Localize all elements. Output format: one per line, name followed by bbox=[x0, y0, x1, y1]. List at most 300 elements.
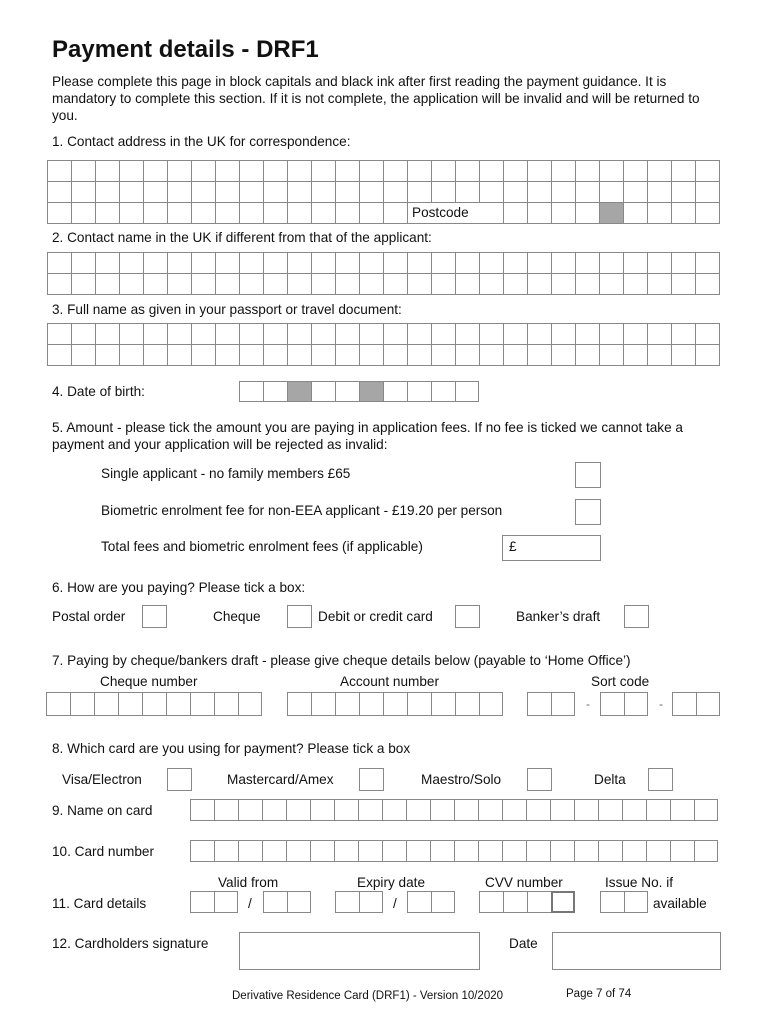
digit-box[interactable] bbox=[287, 692, 311, 716]
digit-box[interactable] bbox=[479, 692, 503, 716]
digit-box[interactable] bbox=[190, 840, 214, 862]
digit-box[interactable] bbox=[646, 840, 670, 862]
letter-box[interactable] bbox=[552, 345, 576, 366]
digit-box[interactable] bbox=[214, 799, 238, 821]
digit-box[interactable] bbox=[214, 840, 238, 862]
letter-box[interactable] bbox=[384, 161, 408, 182]
letter-box[interactable] bbox=[504, 203, 528, 224]
digit-box[interactable] bbox=[310, 840, 334, 862]
digit-box[interactable] bbox=[238, 840, 262, 862]
letter-box[interactable] bbox=[624, 182, 648, 203]
letter-box[interactable] bbox=[336, 161, 360, 182]
letter-box[interactable] bbox=[240, 161, 264, 182]
letter-box[interactable] bbox=[144, 324, 168, 345]
valid-from-month[interactable] bbox=[190, 891, 238, 913]
letter-box[interactable] bbox=[264, 253, 288, 274]
digit-box[interactable] bbox=[431, 891, 455, 913]
letter-box[interactable] bbox=[672, 274, 696, 295]
digit-box[interactable] bbox=[262, 840, 286, 862]
letter-box[interactable] bbox=[96, 345, 120, 366]
letter-box[interactable] bbox=[288, 324, 312, 345]
letter-box[interactable] bbox=[144, 182, 168, 203]
letter-box[interactable] bbox=[624, 345, 648, 366]
letter-box[interactable] bbox=[72, 274, 96, 295]
account-number-boxes[interactable] bbox=[287, 692, 503, 716]
letter-box[interactable] bbox=[120, 203, 144, 224]
letter-box[interactable] bbox=[696, 182, 720, 203]
letter-box[interactable] bbox=[384, 274, 408, 295]
letter-box[interactable] bbox=[240, 253, 264, 274]
digit-box[interactable] bbox=[574, 799, 598, 821]
name-on-card-boxes[interactable] bbox=[190, 799, 718, 821]
letter-box[interactable] bbox=[432, 253, 456, 274]
digit-box[interactable] bbox=[190, 799, 214, 821]
letter-box[interactable] bbox=[96, 161, 120, 182]
letter-box[interactable] bbox=[552, 203, 576, 224]
digit-box[interactable] bbox=[406, 840, 430, 862]
letter-box[interactable] bbox=[384, 345, 408, 366]
letter-box[interactable] bbox=[696, 274, 720, 295]
letter-box[interactable] bbox=[312, 324, 336, 345]
digit-box[interactable] bbox=[550, 799, 574, 821]
letter-box[interactable] bbox=[168, 182, 192, 203]
letter-box[interactable] bbox=[240, 345, 264, 366]
expiry-month[interactable] bbox=[335, 891, 383, 913]
letter-box[interactable] bbox=[384, 324, 408, 345]
letter-box[interactable] bbox=[576, 324, 600, 345]
letter-box[interactable] bbox=[456, 253, 480, 274]
letter-box[interactable] bbox=[648, 203, 672, 224]
letter-box[interactable] bbox=[96, 182, 120, 203]
letter-box[interactable] bbox=[432, 324, 456, 345]
letter-box[interactable] bbox=[360, 253, 384, 274]
letter-box[interactable] bbox=[144, 345, 168, 366]
visa-checkbox[interactable] bbox=[167, 768, 192, 791]
letter-box[interactable] bbox=[432, 274, 456, 295]
letter-box[interactable] bbox=[576, 253, 600, 274]
digit-box[interactable] bbox=[574, 840, 598, 862]
letter-box[interactable] bbox=[408, 274, 432, 295]
letter-box[interactable] bbox=[288, 274, 312, 295]
digit-box[interactable] bbox=[334, 799, 358, 821]
letter-box[interactable] bbox=[624, 203, 648, 224]
digit-box[interactable] bbox=[94, 692, 118, 716]
letter-box[interactable] bbox=[96, 324, 120, 345]
digit-box[interactable] bbox=[70, 692, 94, 716]
letter-box[interactable] bbox=[408, 161, 432, 182]
letter-box[interactable] bbox=[504, 253, 528, 274]
letter-box[interactable] bbox=[528, 324, 552, 345]
address-grid[interactable] bbox=[47, 160, 720, 224]
letter-box[interactable] bbox=[312, 182, 336, 203]
letter-box[interactable] bbox=[336, 182, 360, 203]
letter-box[interactable] bbox=[480, 274, 504, 295]
letter-box[interactable] bbox=[336, 253, 360, 274]
digit-box[interactable] bbox=[46, 692, 70, 716]
digit-box[interactable] bbox=[551, 891, 575, 913]
letter-box[interactable] bbox=[48, 203, 72, 224]
digit-box[interactable] bbox=[600, 891, 624, 913]
letter-box[interactable] bbox=[216, 182, 240, 203]
letter-box[interactable] bbox=[96, 253, 120, 274]
letter-box[interactable] bbox=[192, 324, 216, 345]
digit-box[interactable] bbox=[214, 692, 238, 716]
letter-box[interactable] bbox=[384, 253, 408, 274]
letter-box[interactable] bbox=[360, 345, 384, 366]
letter-box[interactable] bbox=[672, 182, 696, 203]
digit-box[interactable] bbox=[670, 840, 694, 862]
letter-box[interactable] bbox=[456, 161, 480, 182]
letter-box[interactable] bbox=[480, 324, 504, 345]
letter-box[interactable] bbox=[696, 253, 720, 274]
letter-box[interactable] bbox=[624, 161, 648, 182]
digit-box[interactable] bbox=[622, 799, 646, 821]
letter-box[interactable] bbox=[72, 182, 96, 203]
letter-box[interactable] bbox=[120, 324, 144, 345]
letter-box[interactable] bbox=[144, 274, 168, 295]
letter-box[interactable] bbox=[648, 345, 672, 366]
letter-box[interactable] bbox=[144, 253, 168, 274]
letter-box[interactable] bbox=[312, 274, 336, 295]
letter-box[interactable] bbox=[48, 274, 72, 295]
digit-box[interactable] bbox=[382, 799, 406, 821]
digit-box[interactable] bbox=[455, 692, 479, 716]
letter-box[interactable] bbox=[168, 345, 192, 366]
letter-box[interactable] bbox=[696, 324, 720, 345]
letter-box[interactable] bbox=[240, 324, 264, 345]
letter-box[interactable] bbox=[336, 203, 360, 224]
letter-box[interactable] bbox=[480, 182, 504, 203]
letter-box[interactable] bbox=[312, 345, 336, 366]
letter-box[interactable] bbox=[384, 203, 408, 224]
digit-box[interactable] bbox=[431, 692, 455, 716]
letter-box[interactable] bbox=[264, 324, 288, 345]
letter-box[interactable] bbox=[192, 274, 216, 295]
letter-box[interactable] bbox=[336, 274, 360, 295]
letter-box[interactable] bbox=[144, 161, 168, 182]
letter-box[interactable] bbox=[408, 324, 432, 345]
digit-box[interactable] bbox=[694, 840, 718, 862]
letter-box[interactable] bbox=[408, 182, 432, 203]
digit-box[interactable] bbox=[454, 840, 478, 862]
letter-box[interactable] bbox=[312, 203, 336, 224]
letter-box[interactable] bbox=[456, 274, 480, 295]
letter-box[interactable] bbox=[240, 203, 264, 224]
postal-order-checkbox[interactable] bbox=[142, 605, 167, 628]
letter-box[interactable] bbox=[168, 253, 192, 274]
letter-box[interactable] bbox=[552, 324, 576, 345]
letter-box[interactable] bbox=[336, 324, 360, 345]
expiry-year[interactable] bbox=[407, 891, 455, 913]
digit-box[interactable] bbox=[550, 840, 574, 862]
letter-box[interactable] bbox=[696, 345, 720, 366]
letter-box[interactable] bbox=[48, 161, 72, 182]
digit-box[interactable] bbox=[527, 891, 551, 913]
digit-box[interactable] bbox=[551, 692, 575, 716]
sort-code-part1[interactable] bbox=[527, 692, 575, 716]
digit-box[interactable] bbox=[479, 891, 503, 913]
letter-box[interactable] bbox=[624, 253, 648, 274]
letter-box[interactable] bbox=[696, 161, 720, 182]
total-fees-input[interactable] bbox=[502, 535, 601, 561]
digit-box[interactable] bbox=[478, 840, 502, 862]
letter-box[interactable] bbox=[48, 324, 72, 345]
digit-box[interactable] bbox=[670, 799, 694, 821]
digit-box[interactable] bbox=[478, 799, 502, 821]
digit-box[interactable] bbox=[334, 840, 358, 862]
letter-box[interactable] bbox=[504, 324, 528, 345]
letter-box[interactable] bbox=[648, 182, 672, 203]
valid-from-year[interactable] bbox=[263, 891, 311, 913]
letter-box[interactable] bbox=[288, 345, 312, 366]
letter-box[interactable] bbox=[456, 324, 480, 345]
letter-box[interactable] bbox=[624, 274, 648, 295]
digit-box[interactable] bbox=[407, 692, 431, 716]
digit-box[interactable] bbox=[696, 692, 720, 716]
letter-box[interactable] bbox=[672, 253, 696, 274]
letter-box[interactable] bbox=[192, 203, 216, 224]
letter-box[interactable] bbox=[144, 203, 168, 224]
letter-box[interactable] bbox=[552, 161, 576, 182]
digit-box[interactable] bbox=[526, 799, 550, 821]
letter-box[interactable] bbox=[120, 161, 144, 182]
letter-box[interactable] bbox=[528, 274, 552, 295]
digit-box[interactable] bbox=[262, 799, 286, 821]
letter-box[interactable] bbox=[168, 274, 192, 295]
digit-box[interactable] bbox=[407, 891, 431, 913]
letter-box[interactable] bbox=[216, 324, 240, 345]
letter-box[interactable] bbox=[648, 274, 672, 295]
letter-box[interactable] bbox=[360, 274, 384, 295]
letter-box[interactable] bbox=[192, 161, 216, 182]
digit-box[interactable] bbox=[502, 840, 526, 862]
letter-box[interactable] bbox=[168, 324, 192, 345]
digit-box[interactable] bbox=[598, 840, 622, 862]
digit-box[interactable] bbox=[214, 891, 238, 913]
letter-box[interactable] bbox=[120, 345, 144, 366]
letter-box[interactable] bbox=[72, 161, 96, 182]
digit-box[interactable] bbox=[190, 692, 214, 716]
digit-box[interactable] bbox=[383, 692, 407, 716]
single-applicant-checkbox[interactable] bbox=[575, 462, 601, 488]
digit-box[interactable] bbox=[335, 891, 359, 913]
letter-box[interactable] bbox=[216, 345, 240, 366]
letter-box[interactable] bbox=[288, 161, 312, 182]
letter-box[interactable] bbox=[552, 182, 576, 203]
letter-box[interactable] bbox=[528, 182, 552, 203]
mastercard-checkbox[interactable] bbox=[359, 768, 384, 791]
digit-box[interactable] bbox=[526, 840, 550, 862]
digit-box[interactable] bbox=[142, 692, 166, 716]
letter-box[interactable] bbox=[600, 345, 624, 366]
letter-box[interactable] bbox=[648, 253, 672, 274]
digit-box[interactable] bbox=[527, 692, 551, 716]
cheque-checkbox[interactable] bbox=[287, 605, 312, 628]
letter-box[interactable] bbox=[672, 161, 696, 182]
letter-box[interactable] bbox=[432, 161, 456, 182]
letter-box[interactable] bbox=[552, 253, 576, 274]
letter-box[interactable] bbox=[648, 324, 672, 345]
bankers-draft-checkbox[interactable] bbox=[624, 605, 649, 628]
letter-box[interactable] bbox=[312, 253, 336, 274]
letter-box[interactable] bbox=[120, 253, 144, 274]
letter-box[interactable] bbox=[264, 274, 288, 295]
letter-box[interactable] bbox=[504, 274, 528, 295]
letter-box[interactable] bbox=[648, 161, 672, 182]
letter-box[interactable] bbox=[360, 182, 384, 203]
digit-box[interactable] bbox=[694, 799, 718, 821]
letter-box[interactable] bbox=[168, 203, 192, 224]
letter-box[interactable] bbox=[96, 203, 120, 224]
letter-box[interactable] bbox=[240, 274, 264, 295]
letter-box[interactable] bbox=[576, 182, 600, 203]
letter-box[interactable] bbox=[480, 161, 504, 182]
digit-box[interactable] bbox=[430, 840, 454, 862]
letter-box[interactable] bbox=[672, 324, 696, 345]
letter-box[interactable] bbox=[600, 324, 624, 345]
digit-box[interactable] bbox=[359, 891, 383, 913]
letter-box[interactable] bbox=[72, 203, 96, 224]
sort-code-part3[interactable] bbox=[672, 692, 720, 716]
digit-box[interactable] bbox=[624, 891, 648, 913]
letter-box[interactable] bbox=[576, 203, 600, 224]
letter-box[interactable] bbox=[72, 345, 96, 366]
digit-box[interactable] bbox=[286, 840, 310, 862]
letter-box[interactable] bbox=[360, 324, 384, 345]
letter-box[interactable] bbox=[408, 253, 432, 274]
delta-checkbox[interactable] bbox=[648, 768, 673, 791]
letter-box[interactable] bbox=[96, 274, 120, 295]
letter-box[interactable] bbox=[576, 274, 600, 295]
letter-box[interactable] bbox=[48, 182, 72, 203]
digit-box[interactable] bbox=[286, 799, 310, 821]
letter-box[interactable] bbox=[624, 324, 648, 345]
letter-box[interactable] bbox=[192, 345, 216, 366]
letter-box[interactable] bbox=[360, 161, 384, 182]
letter-box[interactable] bbox=[216, 203, 240, 224]
letter-box[interactable] bbox=[600, 253, 624, 274]
digit-box[interactable] bbox=[310, 799, 334, 821]
digit-box[interactable] bbox=[166, 692, 190, 716]
issue-no-boxes[interactable] bbox=[600, 891, 648, 913]
digit-box[interactable] bbox=[118, 692, 142, 716]
dob-boxes[interactable] bbox=[239, 381, 479, 402]
digit-box[interactable] bbox=[287, 891, 311, 913]
letter-box[interactable] bbox=[672, 345, 696, 366]
letter-box[interactable] bbox=[288, 253, 312, 274]
letter-box[interactable] bbox=[288, 182, 312, 203]
letter-box[interactable] bbox=[600, 274, 624, 295]
letter-box[interactable] bbox=[696, 203, 720, 224]
digit-box[interactable] bbox=[598, 799, 622, 821]
digit-box[interactable] bbox=[335, 692, 359, 716]
digit-box[interactable] bbox=[646, 799, 670, 821]
letter-box[interactable] bbox=[120, 182, 144, 203]
digit-box[interactable] bbox=[502, 799, 526, 821]
contact-name-grid[interactable] bbox=[47, 252, 720, 295]
digit-box[interactable] bbox=[190, 891, 214, 913]
signature-date-box[interactable] bbox=[552, 932, 721, 970]
digit-box[interactable] bbox=[311, 692, 335, 716]
letter-box[interactable] bbox=[72, 253, 96, 274]
letter-box[interactable] bbox=[72, 324, 96, 345]
digit-box[interactable] bbox=[358, 840, 382, 862]
letter-box[interactable] bbox=[672, 203, 696, 224]
letter-box[interactable] bbox=[600, 203, 624, 224]
letter-box[interactable] bbox=[504, 182, 528, 203]
letter-box[interactable] bbox=[264, 345, 288, 366]
card-checkbox[interactable] bbox=[455, 605, 480, 628]
digit-box[interactable] bbox=[359, 692, 383, 716]
digit-box[interactable] bbox=[358, 799, 382, 821]
biometric-fee-checkbox[interactable] bbox=[575, 499, 601, 525]
letter-box[interactable] bbox=[312, 161, 336, 182]
letter-box[interactable] bbox=[240, 182, 264, 203]
letter-box[interactable] bbox=[432, 345, 456, 366]
digit-box[interactable] bbox=[430, 799, 454, 821]
letter-box[interactable] bbox=[288, 203, 312, 224]
letter-box[interactable] bbox=[432, 182, 456, 203]
digit-box[interactable] bbox=[503, 891, 527, 913]
cvv-boxes[interactable] bbox=[479, 891, 575, 913]
letter-box[interactable] bbox=[504, 345, 528, 366]
letter-box[interactable] bbox=[384, 182, 408, 203]
letter-box[interactable] bbox=[528, 345, 552, 366]
letter-box[interactable] bbox=[264, 203, 288, 224]
card-number-boxes[interactable] bbox=[190, 840, 718, 862]
full-name-grid[interactable] bbox=[47, 323, 720, 366]
letter-box[interactable] bbox=[456, 345, 480, 366]
digit-box[interactable] bbox=[454, 799, 478, 821]
digit-box[interactable] bbox=[672, 692, 696, 716]
maestro-checkbox[interactable] bbox=[527, 768, 552, 791]
letter-box[interactable] bbox=[216, 274, 240, 295]
letter-box[interactable] bbox=[600, 161, 624, 182]
cheque-number-boxes[interactable] bbox=[46, 692, 262, 716]
letter-box[interactable] bbox=[120, 274, 144, 295]
digit-box[interactable] bbox=[263, 891, 287, 913]
letter-box[interactable] bbox=[528, 203, 552, 224]
letter-box[interactable] bbox=[480, 345, 504, 366]
letter-box[interactable] bbox=[360, 203, 384, 224]
letter-box[interactable] bbox=[336, 345, 360, 366]
letter-box[interactable] bbox=[192, 253, 216, 274]
digit-box[interactable] bbox=[622, 840, 646, 862]
letter-box[interactable] bbox=[168, 161, 192, 182]
letter-box[interactable] bbox=[192, 182, 216, 203]
letter-box[interactable] bbox=[48, 253, 72, 274]
letter-box[interactable] bbox=[528, 161, 552, 182]
signature-box[interactable] bbox=[239, 932, 480, 970]
letter-box[interactable] bbox=[264, 182, 288, 203]
letter-box[interactable] bbox=[504, 161, 528, 182]
digit-box[interactable] bbox=[238, 692, 262, 716]
letter-box[interactable] bbox=[576, 345, 600, 366]
digit-box[interactable] bbox=[600, 692, 624, 716]
digit-box[interactable] bbox=[238, 799, 262, 821]
letter-box[interactable] bbox=[528, 253, 552, 274]
letter-box[interactable] bbox=[48, 345, 72, 366]
letter-box[interactable] bbox=[480, 253, 504, 274]
digit-box[interactable] bbox=[382, 840, 406, 862]
letter-box[interactable] bbox=[408, 345, 432, 366]
letter-box[interactable] bbox=[552, 274, 576, 295]
letter-box[interactable] bbox=[600, 182, 624, 203]
letter-box[interactable] bbox=[216, 253, 240, 274]
digit-box[interactable] bbox=[406, 799, 430, 821]
digit-box[interactable] bbox=[624, 692, 648, 716]
letter-box[interactable] bbox=[264, 161, 288, 182]
